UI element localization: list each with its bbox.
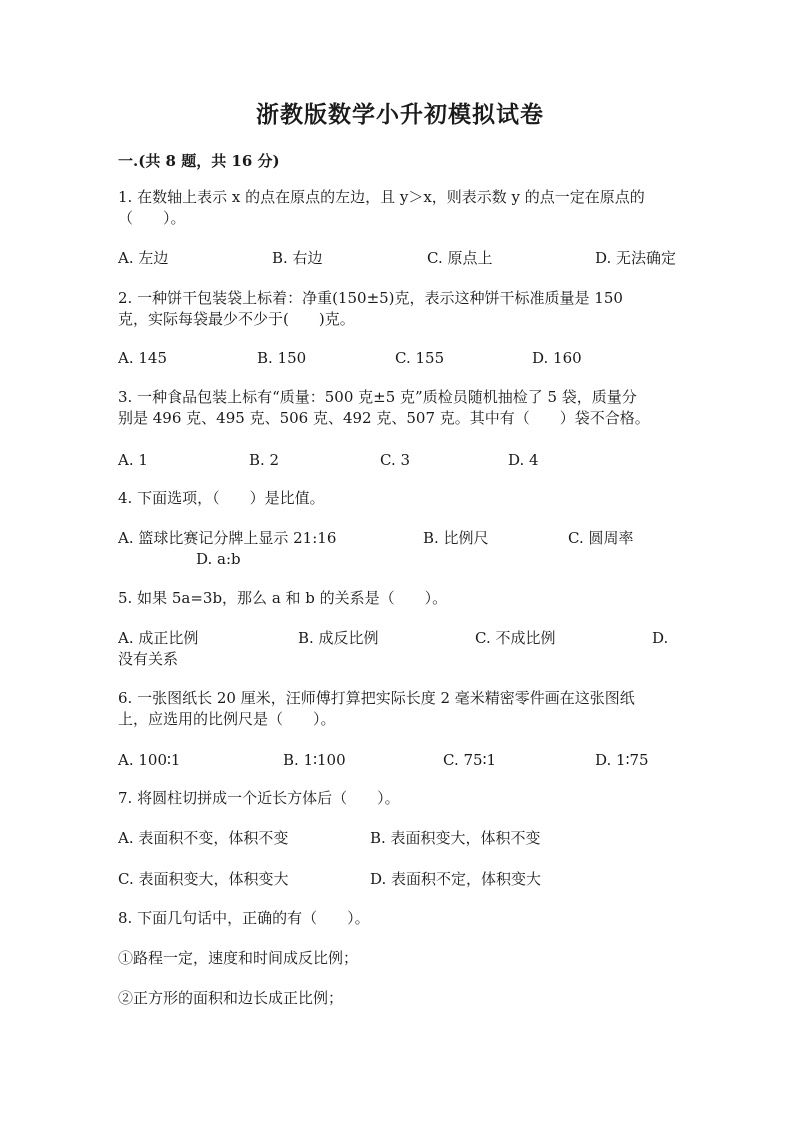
question-8-line-1: 8. 下面几句话中，正确的有（ ）。 bbox=[118, 909, 370, 927]
question-2-option-a: A. 145 bbox=[118, 349, 167, 367]
question-4-line-1: 4. 下面选项，（ ）是比值。 bbox=[118, 489, 325, 507]
question-5-option-d-text: 没有关系 bbox=[118, 650, 179, 668]
question-1-line-1: 1. 在数轴上表示 x 的点在原点的左边，且 y＞x，则表示数 y 的点一定在原点的 bbox=[118, 188, 645, 206]
question-8-statement-1: ①路程一定，速度和时间成反比例； bbox=[118, 949, 359, 967]
question-3-option-a: A. 1 bbox=[118, 451, 148, 469]
question-1-option-c: C. 原点上 bbox=[427, 249, 493, 267]
question-3-line-2: 别是 496 克、495 克、506 克、492 克、507 克。其中有（ ）袋不合格。 bbox=[118, 409, 650, 427]
question-1-option-a: A. 左边 bbox=[118, 249, 169, 267]
question-7-line-1: 7. 将圆柱切拼成一个近长方体后（ ）。 bbox=[118, 789, 400, 807]
question-6-line-1: 6. 一张图纸长 20 厘米，汪师傅打算把实际长度 2 毫米精密零件画在这张图纸 bbox=[118, 689, 635, 707]
question-3-option-b: B. 2 bbox=[249, 451, 280, 469]
question-1-option-d: D. 无法确定 bbox=[595, 249, 677, 267]
question-3-option-c: C. 3 bbox=[380, 451, 411, 469]
question-5-option-b: B. 成反比例 bbox=[298, 629, 379, 647]
section-heading: 一.(共 8 题，共 16 分) bbox=[118, 152, 280, 170]
question-6-option-d: D. 1∶75 bbox=[595, 751, 649, 769]
question-2-option-c: C. 155 bbox=[395, 349, 445, 367]
question-8-statement-2: ②正方形的面积和边长成正比例； bbox=[118, 989, 344, 1007]
question-3-option-d: D. 4 bbox=[508, 451, 539, 469]
question-2-line-1: 2. 一种饼干包装袋上标着：净重(150±5)克，表示这种饼干标准质量是 150 bbox=[118, 289, 623, 307]
question-2-option-b: B. 150 bbox=[257, 349, 307, 367]
question-4-option-b: B. 比例尺 bbox=[423, 529, 489, 547]
question-2-option-d: D. 160 bbox=[532, 349, 582, 367]
question-6-option-b: B. 1∶100 bbox=[283, 751, 346, 769]
question-5-option-c: C. 不成比例 bbox=[475, 629, 556, 647]
question-7-option-b: B. 表面积变大，体积不变 bbox=[370, 829, 541, 847]
question-1-option-b: B. 右边 bbox=[272, 249, 323, 267]
question-6-option-c: C. 75∶1 bbox=[443, 751, 497, 769]
question-1-line-2: （ ）。 bbox=[118, 209, 186, 227]
question-4-option-a: A. 篮球比赛记分牌上显示 21:16 bbox=[118, 529, 337, 547]
question-6-line-2: 上，应选用的比例尺是（ ）。 bbox=[118, 710, 336, 728]
page-title: 浙教版数学小升初模拟试卷 bbox=[256, 101, 544, 128]
question-4-option-d: D. a:b bbox=[196, 550, 241, 568]
question-5-line-1: 5. 如果 5a=3b，那么 a 和 b 的关系是（ ）。 bbox=[118, 589, 448, 607]
question-3-line-1: 3. 一种食品包装上标有“质量：500 克±5 克”质检员随机抽检了 5 袋，质量分 bbox=[118, 388, 637, 406]
question-2-line-2: 克，实际每袋最少不少于( )克。 bbox=[118, 310, 355, 328]
question-5-option-d-label: D. bbox=[652, 629, 669, 647]
question-7-option-a: A. 表面积不变，体积不变 bbox=[118, 829, 289, 847]
question-7-option-c: C. 表面积变大，体积变大 bbox=[118, 870, 289, 888]
question-5-option-a: A. 成正比例 bbox=[118, 629, 199, 647]
question-4-option-c: C. 圆周率 bbox=[568, 529, 634, 547]
question-6-option-a: A. 100∶1 bbox=[118, 751, 181, 769]
question-7-option-d: D. 表面积不定，体积变大 bbox=[370, 870, 542, 888]
